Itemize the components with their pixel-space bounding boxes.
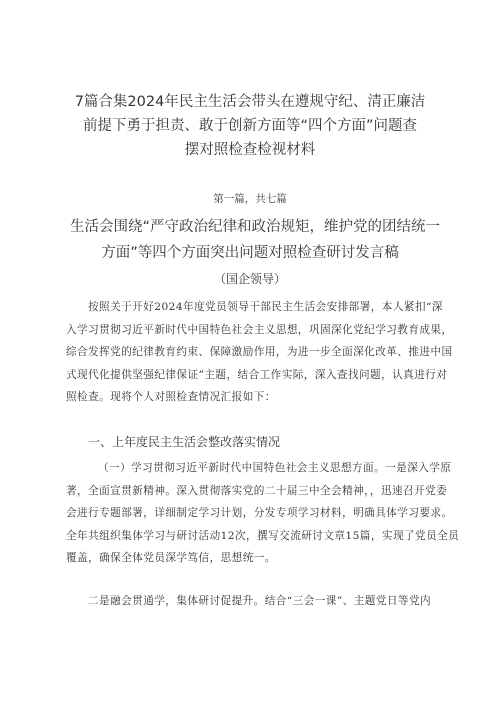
- document-title: [70, 90, 430, 162]
- speech-title-line: 生活会围绕“严守政治纪律和政治规矩，维护党的团结统一: [70, 219, 441, 235]
- speech-title-line: 方面”等四个方面突出问题对照检查研讨发言稿: [101, 245, 399, 261]
- paragraph-line: 综合发挥党的纪律教育约束、保障激励作用，为进一步全面深化改革、推进中国: [66, 346, 453, 358]
- paragraph-line: （一）学习贯彻习近平新时代中国特色社会主义思想方面。一是深入学原: [98, 462, 452, 474]
- paragraph-line: 著，全面宣贯新精神。深入贯彻落实党的二十届三中全会精神，，迅速召开党委: [66, 484, 448, 497]
- paragraph-line: 覆盖，确保全体党员深学笃信，思想统一。: [66, 552, 276, 564]
- title-line: 摆对照检查检视材料: [184, 142, 316, 158]
- intro-paragraph: [66, 296, 453, 409]
- paragraph-line: 入学习贯彻习近平新时代中国特色社会主义思想，巩固深化党纪学习教育成果，: [66, 323, 453, 336]
- section-heading: 一、上年度民主生活会整改落实情况: [88, 435, 281, 449]
- paragraph-line: 全年共组织集体学习与研讨活动12次，撰写交流研讨文章15篇，实现了党员全员: [66, 529, 460, 542]
- paragraph-line: 二是融会贯通学，集体研讨促提升。结合“三会一课”、主题党日等党内: [88, 595, 432, 607]
- title-line: 7篇合集2024年民主生活会带头在遵规守纪、清正廉洁: [74, 94, 426, 110]
- title-line: 前提下勇于担责、敢于创新方面等“四个方面”问题查: [82, 118, 418, 134]
- paragraph-line: 按照关于开好2024年度党员领导干部民主生活会安排部署，本人紧扣“深: [88, 301, 443, 313]
- paragraph-line: 式现代化提供坚强纪律保证”主题，结合工作实际，深入查找问题，认真进行对: [66, 368, 448, 381]
- section-paragraph: [66, 457, 460, 570]
- paragraph-line: 照检查。现将个人对照检查情况汇报如下：: [66, 391, 276, 403]
- speaker-label: （国企领导）: [213, 272, 286, 286]
- chapter-indicator: 第一篇，共七篇: [213, 193, 287, 205]
- section-paragraph: [88, 590, 436, 613]
- speech-title: [70, 214, 441, 266]
- paragraph-line: 会进行专题部署，详细制定学习计划，分发专项学习材料，明确具体学习要求。: [66, 507, 453, 519]
